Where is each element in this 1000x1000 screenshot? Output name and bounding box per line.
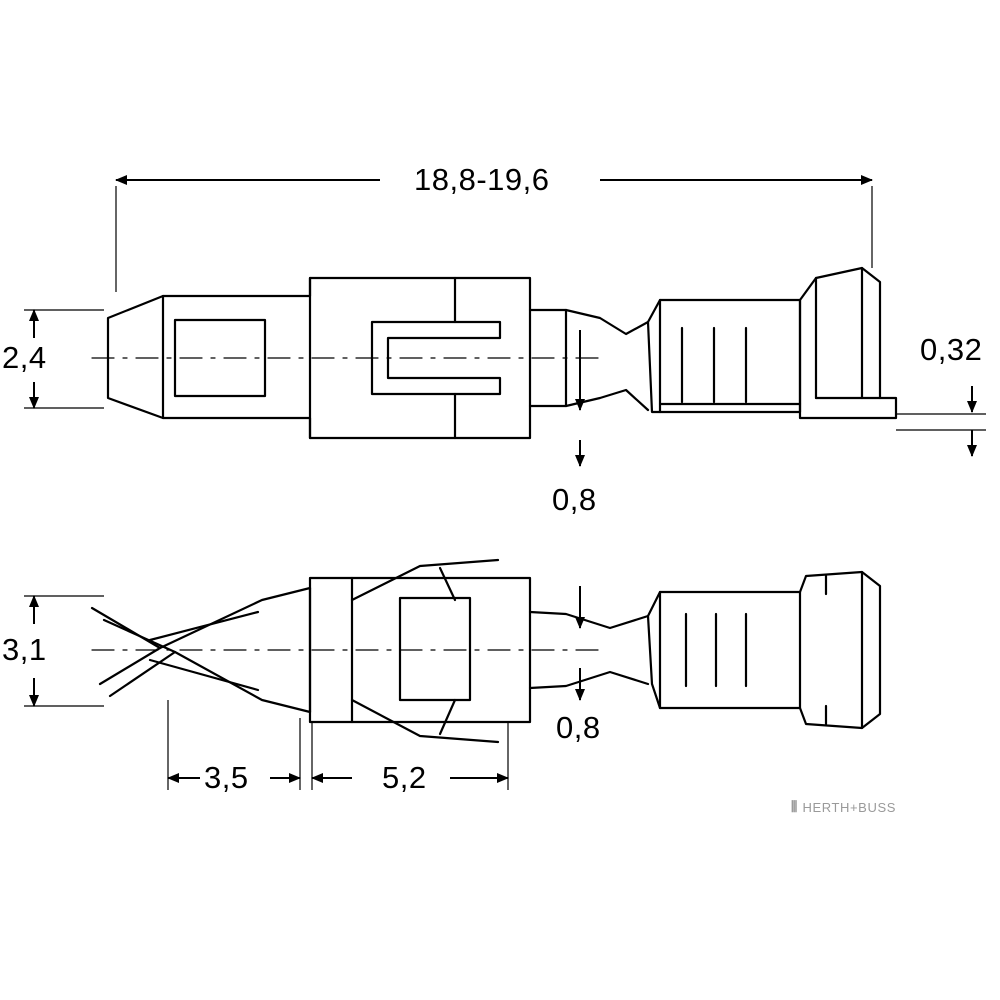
brand-name: HERTH+BUSS (802, 800, 896, 815)
side-view-geometry (92, 560, 880, 742)
brand-mark-icon: ⦀ (790, 799, 798, 816)
dimension-crimp-insulation: 5,2 (382, 760, 427, 795)
dimension-gap-lower: 0,8 (556, 710, 601, 745)
dimension-overall-length: 18,8-19,6 (414, 162, 550, 197)
dimension-front-height: 2,4 (2, 340, 47, 375)
dimension-tab-thickness: 0,32 (920, 332, 983, 367)
dimension-side-height: 3,1 (2, 632, 47, 667)
dimension-crimp-wire: 3,5 (204, 760, 249, 795)
top-view-geometry (92, 268, 896, 438)
dimension-gap-upper: 0,8 (552, 482, 597, 517)
brand-logo (791, 800, 896, 815)
